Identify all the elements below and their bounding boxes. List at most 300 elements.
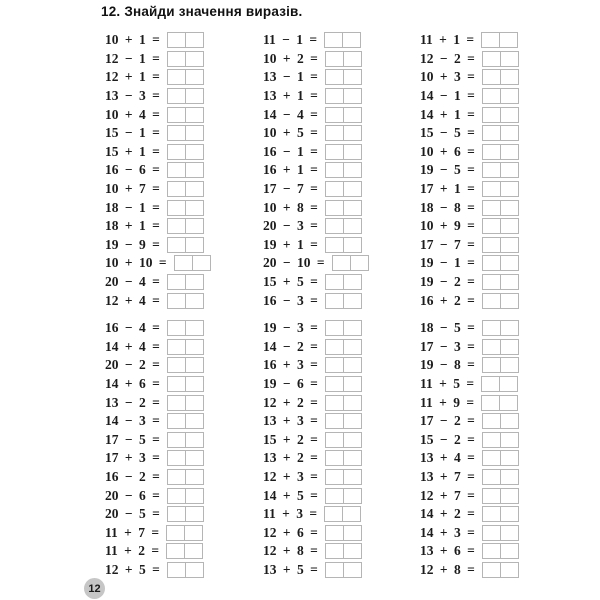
answer-cell[interactable] xyxy=(342,506,361,522)
answer-box[interactable] xyxy=(482,432,519,448)
answer-box[interactable] xyxy=(325,107,362,123)
answer-box[interactable] xyxy=(482,357,519,373)
expression-row xyxy=(420,486,585,505)
expression-row xyxy=(105,319,270,338)
answer-box[interactable] xyxy=(325,218,362,234)
expression-text: 13 + 4 = xyxy=(420,450,475,466)
answer-cell[interactable] xyxy=(185,450,204,466)
answer-cell[interactable] xyxy=(343,413,362,429)
answer-cell[interactable] xyxy=(185,469,204,485)
answer-cell[interactable] xyxy=(343,107,362,123)
answer-box[interactable] xyxy=(482,200,519,216)
expression-text: 14 + 3 = xyxy=(420,524,475,540)
answer-cell[interactable] xyxy=(482,432,501,448)
expression-text: 14 − 1 = xyxy=(420,88,475,104)
answer-cell[interactable] xyxy=(185,413,204,429)
answer-cell[interactable] xyxy=(343,543,362,559)
answer-box[interactable] xyxy=(324,506,361,522)
answer-cell[interactable] xyxy=(185,274,204,290)
answer-cell[interactable] xyxy=(500,450,519,466)
answer-box[interactable] xyxy=(167,88,204,104)
answer-cell[interactable] xyxy=(343,488,362,504)
answer-cell[interactable] xyxy=(167,413,186,429)
answer-cell[interactable] xyxy=(167,218,186,234)
expression-row xyxy=(263,356,428,375)
answer-cell[interactable] xyxy=(343,320,362,336)
answer-cell[interactable] xyxy=(185,293,204,309)
expression-text: 13 + 5 = xyxy=(263,562,318,578)
answer-box[interactable] xyxy=(167,144,204,160)
answer-cell[interactable] xyxy=(482,69,501,85)
answer-box[interactable] xyxy=(167,51,204,67)
answer-cell[interactable] xyxy=(343,450,362,466)
answer-cell[interactable] xyxy=(325,432,344,448)
answer-cell[interactable] xyxy=(343,432,362,448)
answer-box[interactable] xyxy=(325,162,362,178)
answer-cell[interactable] xyxy=(325,357,344,373)
answer-cell[interactable] xyxy=(482,237,501,253)
answer-box[interactable] xyxy=(325,144,362,160)
answer-box[interactable] xyxy=(167,357,204,373)
answer-box[interactable] xyxy=(167,450,204,466)
answer-box[interactable] xyxy=(482,181,519,197)
answer-cell[interactable] xyxy=(500,181,519,197)
answer-cell[interactable] xyxy=(185,107,204,123)
answer-cell[interactable] xyxy=(343,162,362,178)
answer-cell[interactable] xyxy=(500,125,519,141)
expression-text: 20 − 4 = xyxy=(105,274,160,290)
answer-box[interactable] xyxy=(482,525,519,541)
answer-cell[interactable] xyxy=(185,506,204,522)
answer-box[interactable] xyxy=(167,218,204,234)
answer-cell[interactable] xyxy=(482,562,501,578)
answer-cell[interactable] xyxy=(350,255,369,271)
answer-cell[interactable] xyxy=(325,562,344,578)
answer-cell[interactable] xyxy=(325,69,344,85)
answer-cell[interactable] xyxy=(343,69,362,85)
answer-cell[interactable] xyxy=(500,525,519,541)
expression-row xyxy=(105,431,270,450)
answer-cell[interactable] xyxy=(185,51,204,67)
answer-cell[interactable] xyxy=(500,200,519,216)
expression-text: 19 − 2 = xyxy=(420,274,475,290)
answer-cell[interactable] xyxy=(500,543,519,559)
answer-cell[interactable] xyxy=(482,255,501,271)
answer-cell[interactable] xyxy=(167,432,186,448)
answer-cell[interactable] xyxy=(343,218,362,234)
answer-cell[interactable] xyxy=(482,125,501,141)
answer-box[interactable] xyxy=(167,69,204,85)
answer-box[interactable] xyxy=(482,506,519,522)
answer-box[interactable] xyxy=(166,543,203,559)
answer-cell[interactable] xyxy=(482,162,501,178)
answer-box[interactable] xyxy=(325,88,362,104)
answer-box[interactable] xyxy=(325,543,362,559)
answer-cell[interactable] xyxy=(343,469,362,485)
answer-cell[interactable] xyxy=(166,543,185,559)
answer-cell[interactable] xyxy=(325,274,344,290)
answer-box[interactable] xyxy=(324,32,361,48)
answer-cell[interactable] xyxy=(167,357,186,373)
answer-cell[interactable] xyxy=(184,543,203,559)
answer-box[interactable] xyxy=(482,237,519,253)
answer-cell[interactable] xyxy=(167,274,186,290)
expression-text: 19 − 6 = xyxy=(263,376,318,392)
answer-box[interactable] xyxy=(325,274,362,290)
expression-text: 13 + 1 = xyxy=(263,88,318,104)
answer-cell[interactable] xyxy=(482,543,501,559)
answer-box[interactable] xyxy=(167,320,204,336)
answer-cell[interactable] xyxy=(185,339,204,355)
expression-text: 15 − 5 = xyxy=(420,125,475,141)
answer-box[interactable] xyxy=(167,181,204,197)
answer-cell[interactable] xyxy=(185,357,204,373)
answer-box[interactable] xyxy=(325,237,362,253)
answer-cell[interactable] xyxy=(167,32,186,48)
expression-row xyxy=(420,180,585,199)
answer-box[interactable] xyxy=(482,88,519,104)
answer-cell[interactable] xyxy=(343,293,362,309)
expression-text: 18 + 1 = xyxy=(105,218,160,234)
answer-box[interactable] xyxy=(325,413,362,429)
answer-cell[interactable] xyxy=(325,525,344,541)
answer-cell[interactable] xyxy=(343,144,362,160)
expression-row xyxy=(263,143,428,162)
answer-cell[interactable] xyxy=(482,469,501,485)
answer-box[interactable] xyxy=(325,395,362,411)
answer-box[interactable] xyxy=(167,413,204,429)
answer-cell[interactable] xyxy=(184,525,203,541)
answer-cell[interactable] xyxy=(167,562,186,578)
answer-cell[interactable] xyxy=(185,562,204,578)
answer-cell[interactable] xyxy=(343,357,362,373)
expression-text: 14 + 5 = xyxy=(263,487,318,503)
answer-cell[interactable] xyxy=(500,339,519,355)
answer-box[interactable] xyxy=(482,69,519,85)
answer-box[interactable] xyxy=(325,525,362,541)
answer-box[interactable] xyxy=(482,107,519,123)
expression-text: 20 − 2 = xyxy=(105,357,160,373)
answer-cell[interactable] xyxy=(325,543,344,559)
expression-row xyxy=(420,254,585,273)
answer-cell[interactable] xyxy=(343,181,362,197)
expression-text: 12 + 5 = xyxy=(105,562,160,578)
answer-cell[interactable] xyxy=(174,255,193,271)
answer-cell[interactable] xyxy=(166,525,185,541)
answer-cell[interactable] xyxy=(167,376,186,392)
answer-cell[interactable] xyxy=(500,69,519,85)
answer-cell[interactable] xyxy=(167,395,186,411)
answer-cell[interactable] xyxy=(500,274,519,290)
answer-box[interactable] xyxy=(325,469,362,485)
answer-cell[interactable] xyxy=(185,181,204,197)
answer-cell[interactable] xyxy=(325,395,344,411)
answer-cell[interactable] xyxy=(325,450,344,466)
answer-box[interactable] xyxy=(167,237,204,253)
answer-cell[interactable] xyxy=(500,107,519,123)
answer-cell[interactable] xyxy=(500,469,519,485)
answer-cell[interactable] xyxy=(500,432,519,448)
expression-row xyxy=(105,273,270,292)
answer-cell[interactable] xyxy=(343,562,362,578)
answer-cell[interactable] xyxy=(325,237,344,253)
answer-box[interactable] xyxy=(325,181,362,197)
expression-text: 13 + 7 = xyxy=(420,469,475,485)
answer-cell[interactable] xyxy=(482,218,501,234)
answer-cell[interactable] xyxy=(482,506,501,522)
answer-box[interactable] xyxy=(482,51,519,67)
answer-cell[interactable] xyxy=(325,162,344,178)
answer-cell[interactable] xyxy=(482,293,501,309)
answer-cell[interactable] xyxy=(482,339,501,355)
answer-cell[interactable] xyxy=(185,376,204,392)
answer-box[interactable] xyxy=(167,488,204,504)
answer-box[interactable] xyxy=(167,293,204,309)
answer-box[interactable] xyxy=(482,562,519,578)
answer-cell[interactable] xyxy=(500,88,519,104)
expression-text: 10 + 1 = xyxy=(105,32,160,48)
answer-cell[interactable] xyxy=(324,32,343,48)
expression-row xyxy=(420,561,585,580)
answer-cell[interactable] xyxy=(167,293,186,309)
answer-cell[interactable] xyxy=(167,69,186,85)
answer-cell[interactable] xyxy=(343,237,362,253)
answer-box[interactable] xyxy=(325,488,362,504)
answer-box[interactable] xyxy=(325,125,362,141)
answer-box[interactable] xyxy=(167,376,204,392)
answer-box[interactable] xyxy=(167,506,204,522)
answer-box[interactable] xyxy=(325,69,362,85)
answer-cell[interactable] xyxy=(185,395,204,411)
answer-cell[interactable] xyxy=(482,51,501,67)
answer-cell[interactable] xyxy=(325,181,344,197)
answer-cell[interactable] xyxy=(325,320,344,336)
answer-box[interactable] xyxy=(167,125,204,141)
answer-cell[interactable] xyxy=(481,395,500,411)
answer-cell[interactable] xyxy=(167,162,186,178)
answer-cell[interactable] xyxy=(185,144,204,160)
answer-cell[interactable] xyxy=(343,88,362,104)
answer-cell[interactable] xyxy=(481,32,500,48)
answer-box[interactable] xyxy=(481,376,518,392)
answer-cell[interactable] xyxy=(324,506,343,522)
answer-cell[interactable] xyxy=(482,88,501,104)
answer-cell[interactable] xyxy=(482,181,501,197)
answer-box[interactable] xyxy=(325,432,362,448)
answer-box[interactable] xyxy=(325,320,362,336)
answer-box[interactable] xyxy=(167,162,204,178)
expression-row xyxy=(105,68,270,87)
answer-box[interactable] xyxy=(325,293,362,309)
answer-box[interactable] xyxy=(174,255,211,271)
answer-box[interactable] xyxy=(482,125,519,141)
answer-box[interactable] xyxy=(482,274,519,290)
answer-box[interactable] xyxy=(167,339,204,355)
answer-cell[interactable] xyxy=(167,506,186,522)
answer-cell[interactable] xyxy=(185,200,204,216)
answer-cell[interactable] xyxy=(185,237,204,253)
expression-text: 14 + 1 = xyxy=(420,106,475,122)
answer-cell[interactable] xyxy=(482,413,501,429)
answer-cell[interactable] xyxy=(185,432,204,448)
answer-box[interactable] xyxy=(167,562,204,578)
answer-box[interactable] xyxy=(325,562,362,578)
expression-text: 19 − 8 = xyxy=(420,357,475,373)
answer-cell[interactable] xyxy=(481,376,500,392)
answer-cell[interactable] xyxy=(167,450,186,466)
answer-cell[interactable] xyxy=(167,107,186,123)
answer-cell[interactable] xyxy=(499,32,518,48)
answer-box[interactable] xyxy=(482,469,519,485)
answer-cell[interactable] xyxy=(167,125,186,141)
answer-box[interactable] xyxy=(325,357,362,373)
expression-text: 11 + 2 = xyxy=(105,543,160,559)
answer-cell[interactable] xyxy=(482,274,501,290)
answer-cell[interactable] xyxy=(325,144,344,160)
answer-cell[interactable] xyxy=(325,293,344,309)
answer-cell[interactable] xyxy=(343,395,362,411)
expression-row xyxy=(420,375,585,394)
answer-cell[interactable] xyxy=(192,255,211,271)
answer-cell[interactable] xyxy=(482,200,501,216)
answer-cell[interactable] xyxy=(482,357,501,373)
answer-cell[interactable] xyxy=(167,88,186,104)
answer-cell[interactable] xyxy=(185,218,204,234)
expression-text: 12 + 2 = xyxy=(263,394,318,410)
answer-cell[interactable] xyxy=(500,506,519,522)
answer-cell[interactable] xyxy=(482,488,501,504)
answer-cell[interactable] xyxy=(325,218,344,234)
answer-cell[interactable] xyxy=(343,339,362,355)
answer-box[interactable] xyxy=(167,469,204,485)
expression-row xyxy=(105,291,270,310)
answer-cell[interactable] xyxy=(185,125,204,141)
answer-cell[interactable] xyxy=(167,144,186,160)
answer-box[interactable] xyxy=(167,274,204,290)
answer-cell[interactable] xyxy=(500,162,519,178)
answer-cell[interactable] xyxy=(500,357,519,373)
answer-cell[interactable] xyxy=(482,107,501,123)
answer-cell[interactable] xyxy=(185,162,204,178)
answer-box[interactable] xyxy=(482,413,519,429)
answer-cell[interactable] xyxy=(482,450,501,466)
answer-cell[interactable] xyxy=(500,562,519,578)
answer-box[interactable] xyxy=(167,107,204,123)
answer-cell[interactable] xyxy=(343,525,362,541)
answer-cell[interactable] xyxy=(500,144,519,160)
answer-cell[interactable] xyxy=(167,51,186,67)
answer-box[interactable] xyxy=(167,200,204,216)
answer-cell[interactable] xyxy=(167,320,186,336)
answer-box[interactable] xyxy=(482,144,519,160)
answer-cell[interactable] xyxy=(482,144,501,160)
answer-cell[interactable] xyxy=(167,339,186,355)
answer-box[interactable] xyxy=(325,376,362,392)
answer-cell[interactable] xyxy=(500,488,519,504)
answer-box[interactable] xyxy=(167,32,204,48)
answer-box[interactable] xyxy=(482,488,519,504)
answer-box[interactable] xyxy=(325,200,362,216)
answer-cell[interactable] xyxy=(500,255,519,271)
answer-cell[interactable] xyxy=(325,88,344,104)
answer-box[interactable] xyxy=(482,162,519,178)
answer-box[interactable] xyxy=(482,339,519,355)
answer-cell[interactable] xyxy=(500,237,519,253)
answer-cell[interactable] xyxy=(342,32,361,48)
answer-box[interactable] xyxy=(332,255,369,271)
answer-cell[interactable] xyxy=(500,320,519,336)
answer-cell[interactable] xyxy=(343,125,362,141)
expression-row xyxy=(420,161,585,180)
answer-box[interactable] xyxy=(167,395,204,411)
answer-cell[interactable] xyxy=(482,525,501,541)
expression-text: 17 + 1 = xyxy=(420,181,475,197)
answer-cell[interactable] xyxy=(185,69,204,85)
answer-cell[interactable] xyxy=(343,274,362,290)
answer-box[interactable] xyxy=(482,293,519,309)
answer-cell[interactable] xyxy=(325,125,344,141)
answer-cell[interactable] xyxy=(325,469,344,485)
answer-cell[interactable] xyxy=(343,51,362,67)
answer-box[interactable] xyxy=(167,432,204,448)
expression-row xyxy=(420,319,585,338)
answer-cell[interactable] xyxy=(343,376,362,392)
answer-cell[interactable] xyxy=(325,339,344,355)
answer-box[interactable] xyxy=(482,255,519,271)
answer-cell[interactable] xyxy=(325,376,344,392)
answer-cell[interactable] xyxy=(499,395,518,411)
answer-cell[interactable] xyxy=(325,488,344,504)
answer-cell[interactable] xyxy=(167,200,186,216)
answer-box[interactable] xyxy=(325,339,362,355)
answer-box[interactable] xyxy=(482,450,519,466)
expression-row xyxy=(263,254,428,273)
answer-box[interactable] xyxy=(482,218,519,234)
answer-cell[interactable] xyxy=(167,469,186,485)
answer-cell[interactable] xyxy=(185,488,204,504)
answer-cell[interactable] xyxy=(167,181,186,197)
answer-cell[interactable] xyxy=(185,32,204,48)
answer-cell[interactable] xyxy=(499,376,518,392)
answer-cell[interactable] xyxy=(332,255,351,271)
answer-cell[interactable] xyxy=(325,200,344,216)
answer-box[interactable] xyxy=(481,395,518,411)
expression-text: 20 − 6 = xyxy=(105,487,160,503)
answer-cell[interactable] xyxy=(325,107,344,123)
answer-box[interactable] xyxy=(166,525,203,541)
answer-cell[interactable] xyxy=(325,413,344,429)
expression-row xyxy=(105,375,270,394)
answer-box[interactable] xyxy=(325,450,362,466)
answer-box[interactable] xyxy=(482,320,519,336)
answer-cell[interactable] xyxy=(500,413,519,429)
answer-cell[interactable] xyxy=(167,237,186,253)
answer-box[interactable] xyxy=(482,543,519,559)
answer-cell[interactable] xyxy=(500,218,519,234)
answer-box[interactable] xyxy=(325,51,362,67)
expression-text: 13 + 3 = xyxy=(263,413,318,429)
answer-cell[interactable] xyxy=(167,488,186,504)
answer-cell[interactable] xyxy=(500,293,519,309)
answer-cell[interactable] xyxy=(185,320,204,336)
expression-text: 12 − 1 = xyxy=(105,50,160,66)
answer-cell[interactable] xyxy=(325,51,344,67)
answer-cell[interactable] xyxy=(343,200,362,216)
answer-box[interactable] xyxy=(481,32,518,48)
answer-cell[interactable] xyxy=(500,51,519,67)
answer-cell[interactable] xyxy=(482,320,501,336)
answer-cell[interactable] xyxy=(185,88,204,104)
